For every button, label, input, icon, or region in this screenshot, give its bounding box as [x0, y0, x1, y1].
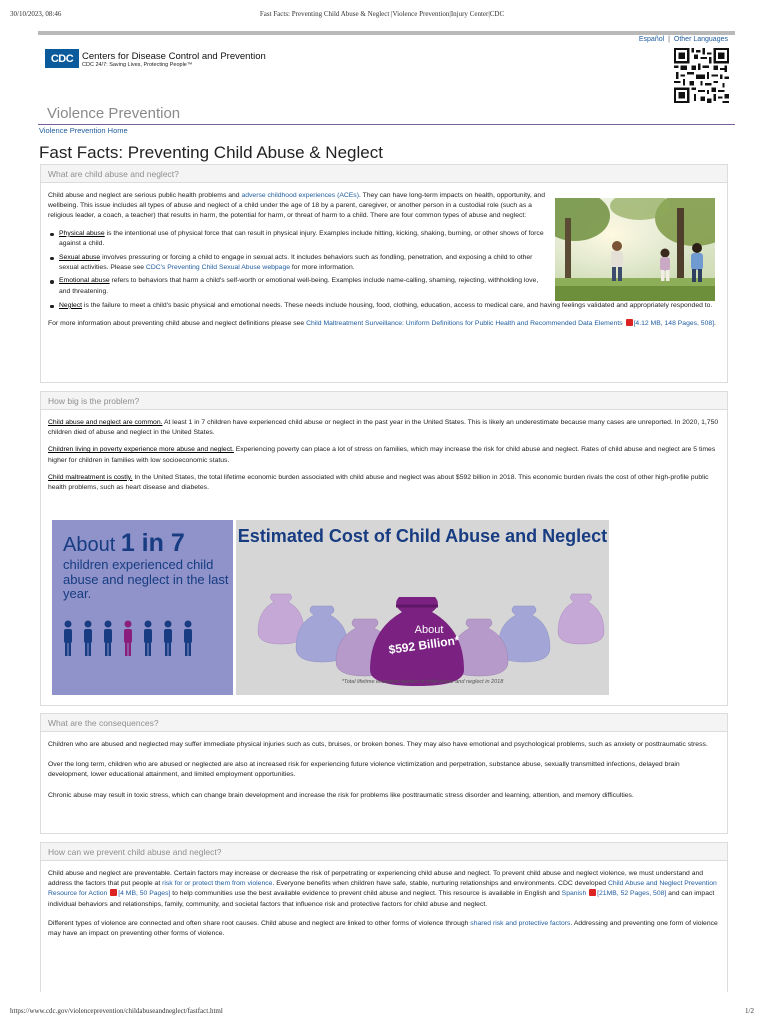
problem-para-2: [48, 445, 720, 465]
list-item: [48, 301, 720, 311]
prevent-card: [40, 842, 728, 992]
term: Physical abuse: [59, 229, 105, 237]
ratio-text: 1 in 7: [120, 529, 185, 557]
text: Child abuse and neglect are preventable. Certain factors may increase or decrease the risk of perpetrating or experiencing child abuse and neglect. To prevent child abuse and neglect violence, we must understand and address the factors that put people at: [48, 870, 704, 888]
list-item: [48, 276, 545, 296]
qr-code-icon: [674, 48, 729, 103]
pdf-icon: [626, 319, 633, 326]
abuse-types-list: [48, 229, 545, 297]
list-item: [48, 253, 545, 273]
definitions-file-link[interactable]: [4.12 MB, 148 Pages, 508]: [633, 320, 715, 328]
cdc-logo-text: CDC: [50, 52, 74, 65]
text: At least 1 in 7 children have experienced child abuse or neglect in the past year in the United States. This is likely an underestimate because many cases are unreported. In 2020, 1,750 children died of abuse and neglect in the United States.: [48, 419, 719, 437]
children-playing-photo: [555, 198, 715, 301]
top-bar: [38, 31, 735, 35]
aces-link[interactable]: adverse childhood experiences (ACEs): [241, 192, 359, 199]
text: . Addressing and preventing one form of violence may have an impact on preventing other forms of violence.: [48, 919, 718, 938]
print-date: 30/10/2023, 08:46: [10, 10, 62, 18]
spanish-link[interactable]: Español: [638, 36, 665, 43]
term: Sexual abuse: [59, 253, 101, 261]
problem-card: [40, 391, 728, 706]
lead: Child maltreatment is costly.: [48, 473, 133, 481]
sexual-abuse-link[interactable]: CDC's Preventing Child Sexual Abuse webpage: [145, 263, 291, 271]
text: In the United States, the total lifetime economic burden associated with child abuse and neglect was about $592 billion in 2018. This economic burden rivals the cost of other high-profile public health problems, such as heart disease and diabetes.: [48, 473, 709, 492]
cost-footnote: *Total lifetime economic burden of child abuse and neglect in 2018: [341, 679, 504, 685]
what-intro: [48, 191, 545, 222]
shared-factors-link[interactable]: shared risk and protective factors: [470, 919, 571, 927]
spanish-file-link[interactable]: [21MB, 52 Pages, 508]: [597, 890, 667, 898]
text: is the intentional use of physical force that can result in physical injury. Examples include hitting, kicking, shaking, burning, or other shows of force against a child.: [59, 229, 544, 247]
cost-title: Estimated Cost of Child Abuse and Neglect: [237, 526, 608, 546]
lead: Children living in poverty experience more abuse and neglect.: [48, 446, 234, 454]
text: involves pressuring or forcing a child to engage in sexual acts. It includes behaviors such as fondling, penetration, and exposing a child to other sexual activities. Please see: [59, 253, 533, 271]
bullet: [50, 305, 54, 309]
print-header: [10, 10, 754, 22]
page-title: Fast Facts: Preventing Child Abuse & Neglect: [39, 143, 383, 162]
abuse-types-list-wide: [48, 301, 720, 311]
about-text: About: [63, 534, 116, 556]
cdc-logo[interactable]: [45, 49, 79, 68]
infographic-body: children experienced child abuse and neglect in the last year.: [63, 557, 229, 601]
print-footer: [10, 1007, 754, 1017]
text: . Everyone benefits when children have safe, stable, nurturing relationships and environments. CDC developed: [272, 880, 608, 888]
resource-file-link[interactable]: [4 MB, 50 Pages]: [118, 890, 171, 898]
problem-heading: How big is the problem?: [41, 392, 727, 410]
text: . They can have long-term impacts on health, opportunity, and wellbeing. This issue includes all types of abuse and neglect of a child under the age of 18 by a parent, caregiver, or another person in a custodial role (such as a religious leader, a coach, a teacher) that results in harm, the potential for harm, or threat of harm to a child. There are four common types of abuse and neglect:: [48, 192, 545, 220]
text: and can impact individual behaviors and relationships, family, community, and societal factors that influence risk and protective factors for child abuse and neglect.: [48, 890, 715, 908]
text: Experiencing poverty can place a lot of stress on families, which may increase the risk for child abuse and neglect. Rates of child abuse and neglect are 5 times higher for children in families with low socioeconomic status.: [48, 446, 716, 464]
prevent-para-1: [48, 869, 720, 910]
print-url: https://www.cdc.gov/violenceprevention/childabuseandneglect/fastfact.html: [10, 1007, 223, 1015]
definitions-link[interactable]: Child Maltreatment Surveillance: Uniform Definitions for Public Health and Recommended Data Elements: [306, 320, 623, 328]
text: Different types of violence are connected and often share root causes. Child abuse and neglect are linked to other forms of violence through: [48, 919, 471, 927]
what-more-info: [48, 319, 720, 329]
infographic-stat: [63, 529, 185, 558]
what-card: [40, 164, 728, 383]
person-icon: [64, 621, 72, 657]
consequences-para-1: Children who are abused and neglected may suffer immediate physical injuries such as cuts, bruises, or broken bones. They may also have emotional and psychological problems, such as anxiety or posttraumatic stress.: [48, 741, 708, 748]
text: .: [714, 320, 716, 328]
org-name: Centers for Disease Control and Prevention: [82, 51, 266, 62]
term: Emotional abuse: [59, 277, 110, 285]
consequences-card: [40, 713, 728, 834]
text: for more information.: [290, 263, 355, 271]
list-item: [48, 229, 545, 249]
language-separator: |: [668, 36, 670, 43]
resource-for-action-link[interactable]: Child Abuse and Neglect Prevention Resource for Action: [48, 880, 717, 898]
prevent-heading: How can we prevent child abuse and neglect?: [41, 843, 727, 861]
text: Child abuse and neglect are serious public health problems and: [48, 192, 242, 199]
risk-protect-link[interactable]: risk for or protect them from violence: [162, 880, 273, 888]
people-icons: [63, 620, 223, 660]
term: Neglect: [59, 301, 83, 309]
bag-amount: $592 Billion*: [387, 633, 461, 657]
breadcrumb-link[interactable]: Violence Prevention Home: [39, 126, 128, 135]
consequences-para-2: Over the long term, children who are abused or neglected are also at increased risk for experiencing future violence victimization and perpetration, substance abuse, sexually transmitted infections, delayed brain development, lower educational attainment, and limited employment opportunities.: [48, 761, 680, 779]
text: is the failure to meet a child's basic physical and emotional needs. These needs include housing, food, clothing, education, access to medical care, and having feelings validated and appropriately responded to.: [82, 301, 713, 309]
consequences-heading: What are the consequences?: [41, 714, 727, 732]
problem-para-3: [48, 473, 720, 493]
org-tagline: CDC 24/7: Saving Lives, Protecting People™: [82, 62, 193, 68]
language-links: [639, 36, 728, 43]
what-heading: What are child abuse and neglect?: [41, 165, 727, 183]
text: to help communities use the best available evidence to prevent child abuse and neglect. This resource is available in English and: [170, 890, 562, 898]
print-title: Fast Facts: Preventing Child Abuse & Neglect |Violence Prevention|Injury Center|CDC: [259, 10, 505, 18]
spanish-resource-link[interactable]: Spanish: [561, 890, 587, 898]
problem-para-1: [48, 418, 720, 438]
lead: Child abuse and neglect are common.: [48, 419, 163, 426]
prevent-para-2: [48, 919, 720, 939]
one-in-seven-infographic: [52, 520, 233, 695]
text: refers to behaviors that harm a child's self-worth or emotional well-being. Examples include name-calling, shaming, rejecting, withholding love, and threatening.: [59, 277, 539, 295]
print-page-number: 1/2: [745, 1007, 754, 1015]
text: For more information about preventing child abuse and neglect definitions please see: [48, 320, 307, 328]
bag-about: About: [414, 624, 444, 636]
other-languages-link[interactable]: Other Languages: [673, 36, 728, 43]
pdf-icon: [110, 889, 117, 896]
section-divider: [38, 124, 735, 125]
section-title: Violence Prevention: [47, 105, 181, 122]
consequences-para-3: Chronic abuse may result in toxic stress, which can change brain development and increase the risk for problems like posttraumatic stress disorder and learning, attention, and memory difficulties.: [48, 791, 634, 799]
pdf-icon: [589, 889, 596, 896]
cost-infographic: [236, 520, 609, 695]
